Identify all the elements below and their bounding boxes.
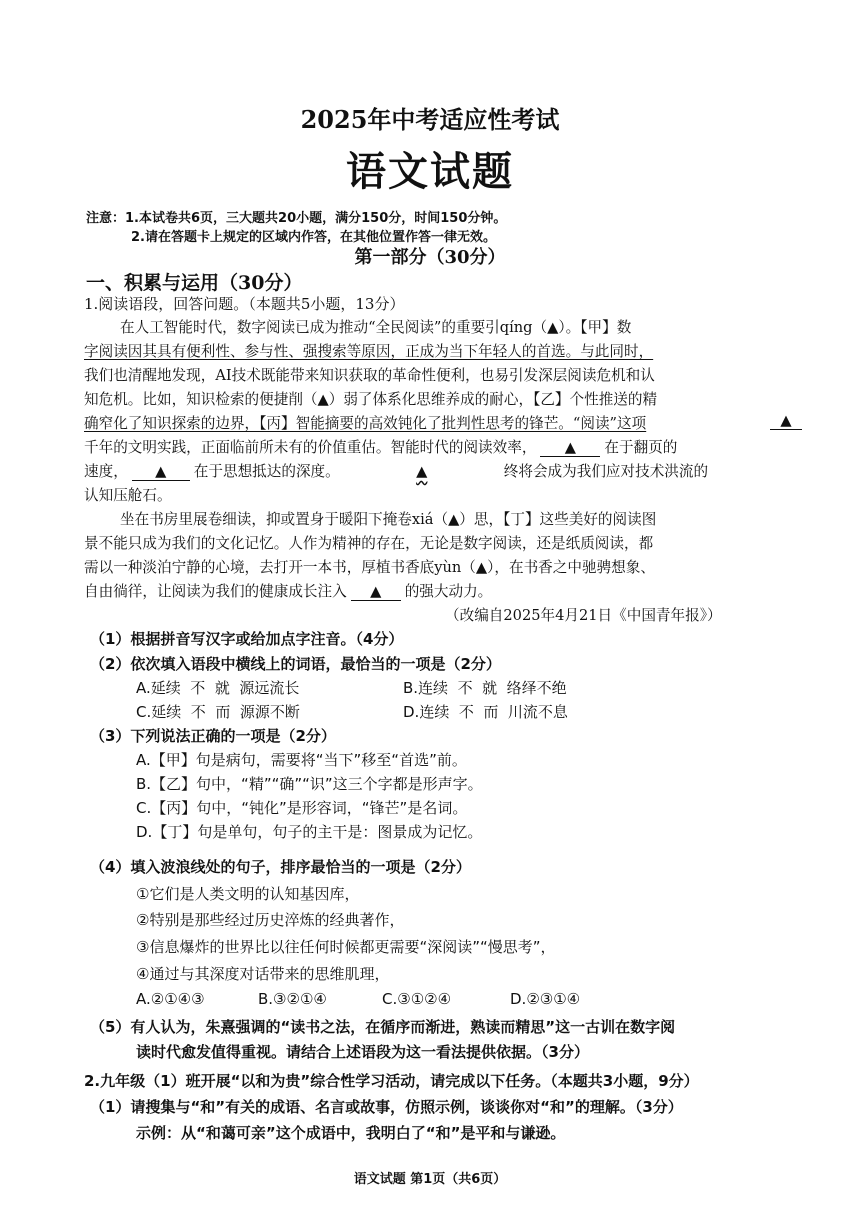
option-3B: B.【乙】句中，“精”“确”“识”这三个字都是形声字。 bbox=[136, 775, 483, 793]
sentence-3: ③信息爆炸的世界比以往任何时候都更需要“深阅读”“慢思考”， bbox=[136, 938, 556, 956]
option-4B: B.③②①④ bbox=[258, 990, 327, 1008]
question-2-example: 示例：从“和蔼可亲”这个成语中，我明白了“和”是平和与谦逊。 bbox=[136, 1124, 566, 1142]
option-4D: D.②③①④ bbox=[510, 990, 581, 1008]
blank-marker-2: ▲ bbox=[540, 439, 600, 457]
option-2B: B.连续 不 就 络绎不绝 bbox=[403, 679, 567, 697]
sentence-1: ①它们是人类文明的认知基因库， bbox=[136, 885, 360, 903]
question-2-subquestion-1: （1）请搜集与“和”有关的成语、名言或故事，仿照示例，谈谈你对“和”的理解。（3分） bbox=[90, 1098, 683, 1116]
passage-1-line-7a: 速度， bbox=[84, 463, 128, 480]
passage-1-line-3: 我们也清醒地发现，AI技术既能带来知识获取的革命性便利，也易引发深层阅读危机和认 bbox=[84, 367, 655, 384]
passage-1-line-6 bbox=[84, 436, 677, 457]
subquestion-5-line-2: 读时代愈发值得重视。请结合上述语段为这一看法提供依据。（3分） bbox=[136, 1043, 589, 1061]
passage-1-line-7 bbox=[84, 460, 708, 481]
option-4C: C.③①②④ bbox=[382, 990, 452, 1008]
passage-2-line-4 bbox=[84, 580, 492, 601]
question-1-stem: 1.阅读语段，回答问题。（本题共5小题，13分） bbox=[84, 295, 405, 313]
exam-title: 2025年中考适应性考试 bbox=[300, 105, 560, 134]
passage-2-line-4b: 的强大动力。 bbox=[404, 583, 493, 600]
passage-1-line-5: 确窄化了知识探索的边界，【丙】智能摘要的高效钝化了批判性思考的锋芒。“阅读”这项 bbox=[84, 415, 647, 432]
passage-1-line-7b: 在于思想抵达的深度。 bbox=[193, 463, 340, 480]
subquestion-1: （1）根据拼音写汉字或给加点字注音。（4分） bbox=[90, 630, 404, 648]
sentence-4: ④通过与其深度对话带来的思维肌理， bbox=[136, 965, 390, 983]
option-2A: A.延续 不 就 源远流长 bbox=[136, 679, 300, 697]
option-2C: C.延续 不 而 源源不断 bbox=[136, 703, 300, 721]
subquestion-5-line-1: （5）有人认为，朱熹强调的“读书之法，在循序而渐进，熟读而精思”这一古训在数字阅 bbox=[90, 1018, 676, 1036]
sentence-2: ②特别是那些经过历史淬炼的经典著作， bbox=[136, 911, 405, 929]
passage-1-line-2: 字阅读因其具有便利性、参与性、强搜索等原因，正成为当下年轻人的首选。与此同时， bbox=[84, 343, 654, 360]
passage-2-line-1: 坐在书房里展卷细读，抑或置身于暖阳下掩卷xiá（▲）思，【丁】这些美好的阅读图 bbox=[120, 511, 657, 528]
passage-1-line-8: 认知压舱石。 bbox=[84, 487, 172, 504]
subquestion-2-stem: （2）依次填入语段中横线上的词语，最恰当的一项是（2分） bbox=[90, 655, 501, 673]
wavy-blank-marker: ▲ bbox=[416, 463, 428, 480]
passage-1-line-1: 在人工智能时代，数字阅读已成为推动“全民阅读”的重要引qíng（▲）。【甲】数 bbox=[120, 319, 632, 336]
passage-1-line-6a: 千年的文明实践，正面临前所未有的价值重估。智能时代的阅读效率， bbox=[84, 439, 537, 456]
subquestion-4-stem: （4）填入波浪线处的句子，排序最恰当的一项是（2分） bbox=[90, 858, 471, 876]
passage-2-line-2: 景不能只成为我们的文化记忆。人作为精神的存在，无论是数字阅读，还是纸质阅读，都 bbox=[84, 535, 654, 552]
option-3A: A.【甲】句是病句，需要将“当下”移至“首选”前。 bbox=[136, 751, 467, 769]
option-3C: C.【丙】句中，“钝化”是形容词，“锋芒”是名词。 bbox=[136, 799, 468, 817]
passage-1-line-7c: 终将会成为我们应对技术洪流的 bbox=[503, 463, 709, 480]
question-2-stem: 2.九年级（1）班开展“以和为贵”综合性学习活动，请完成以下任务。（本题共3小题，9分） bbox=[84, 1072, 699, 1090]
option-4A: A.②①④③ bbox=[136, 990, 205, 1008]
blank-mark: ▲ bbox=[770, 412, 802, 430]
section-title: 一、积累与运用（30分） bbox=[86, 272, 303, 294]
passage-source: （改编自2025年4月21日《中国青年报》） bbox=[445, 607, 722, 624]
passage-1-line-6b: 在于翻页的 bbox=[604, 439, 678, 456]
subquestion-3-stem: （3）下列说法正确的一项是（2分） bbox=[90, 727, 336, 745]
option-3D: D.【丁】句是单句，句子的主干是：图景成为记忆。 bbox=[136, 823, 483, 841]
passage-2-line-3: 需以一种淡泊宁静的心境，去打开一本书，厚植书香底yùn（▲），在书香之中驰骋想象、 bbox=[84, 559, 655, 576]
blank-marker-4: ▲ bbox=[351, 583, 401, 601]
subject-title: 语文试题 bbox=[346, 148, 514, 195]
notice-line-1: 注意：1.本试卷共6页，三大题共20小题，满分150分，时间150分钟。 bbox=[86, 211, 507, 226]
passage-1-line-4: 知危机。比如，知识检索的便捷削（▲）弱了体系化思维养成的耐心，【乙】个性推送的精 bbox=[84, 391, 658, 408]
page-footer: 语文试题 第1页（共6页） bbox=[353, 1172, 507, 1187]
part-title: 第一部分（30分） bbox=[354, 247, 506, 268]
notice-line-2: 2.请在答题卡上规定的区域内作答，在其他位置作答一律无效。 bbox=[131, 230, 496, 245]
passage-2-line-4a: 自由徜徉，让阅读为我们的健康成长注入 bbox=[84, 583, 347, 600]
blank-marker-3: ▲ bbox=[132, 463, 190, 481]
option-2D: D.连续 不 而 川流不息 bbox=[403, 703, 568, 721]
blank-marker-1 bbox=[770, 412, 802, 430]
